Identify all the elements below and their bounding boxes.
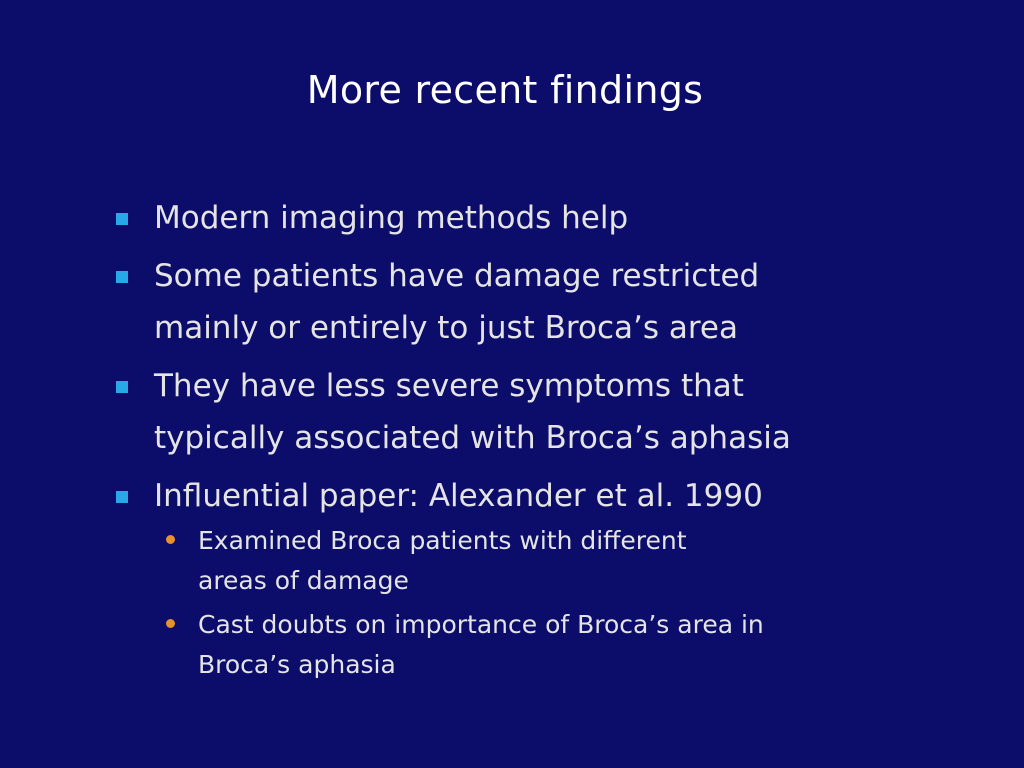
- bullet-text-line: Modern imaging methods help: [154, 200, 629, 236]
- sub-bullet-text-line: areas of damage: [198, 566, 409, 595]
- square-bullet-icon: [116, 213, 128, 225]
- bullet-item: [112, 250, 992, 354]
- sub-bullet-item: [154, 605, 992, 685]
- bullet-text-line: Influential paper: Alexander et al. 1990: [154, 478, 763, 514]
- sub-bullet-text-line: Broca’s aphasia: [198, 650, 396, 679]
- bullet-item: [112, 192, 992, 244]
- sub-bullet-text-line: Cast doubts on importance of Broca’s area in: [198, 610, 764, 639]
- bullet-item: [112, 470, 992, 522]
- sub-bullet-list: [112, 517, 992, 689]
- round-bullet-icon: [166, 619, 175, 628]
- slide-title: More recent findings: [306, 68, 704, 112]
- square-bullet-icon: [116, 381, 128, 393]
- bullet-text-line: typically associated with Broca’s aphasia: [154, 420, 791, 456]
- square-bullet-icon: [116, 271, 128, 283]
- bullet-text-line: mainly or entirely to just Broca’s area: [154, 310, 738, 346]
- bullet-text-line: Some patients have damage restricted: [154, 258, 760, 294]
- bullet-text-line: They have less severe symptoms that: [154, 368, 744, 404]
- sub-bullet-item: [154, 521, 992, 601]
- bullet-item: [112, 360, 992, 464]
- square-bullet-icon: [116, 491, 128, 503]
- round-bullet-icon: [166, 535, 175, 544]
- bullet-list: [112, 192, 992, 528]
- sub-bullet-text-line: Examined Broca patients with different: [198, 526, 687, 555]
